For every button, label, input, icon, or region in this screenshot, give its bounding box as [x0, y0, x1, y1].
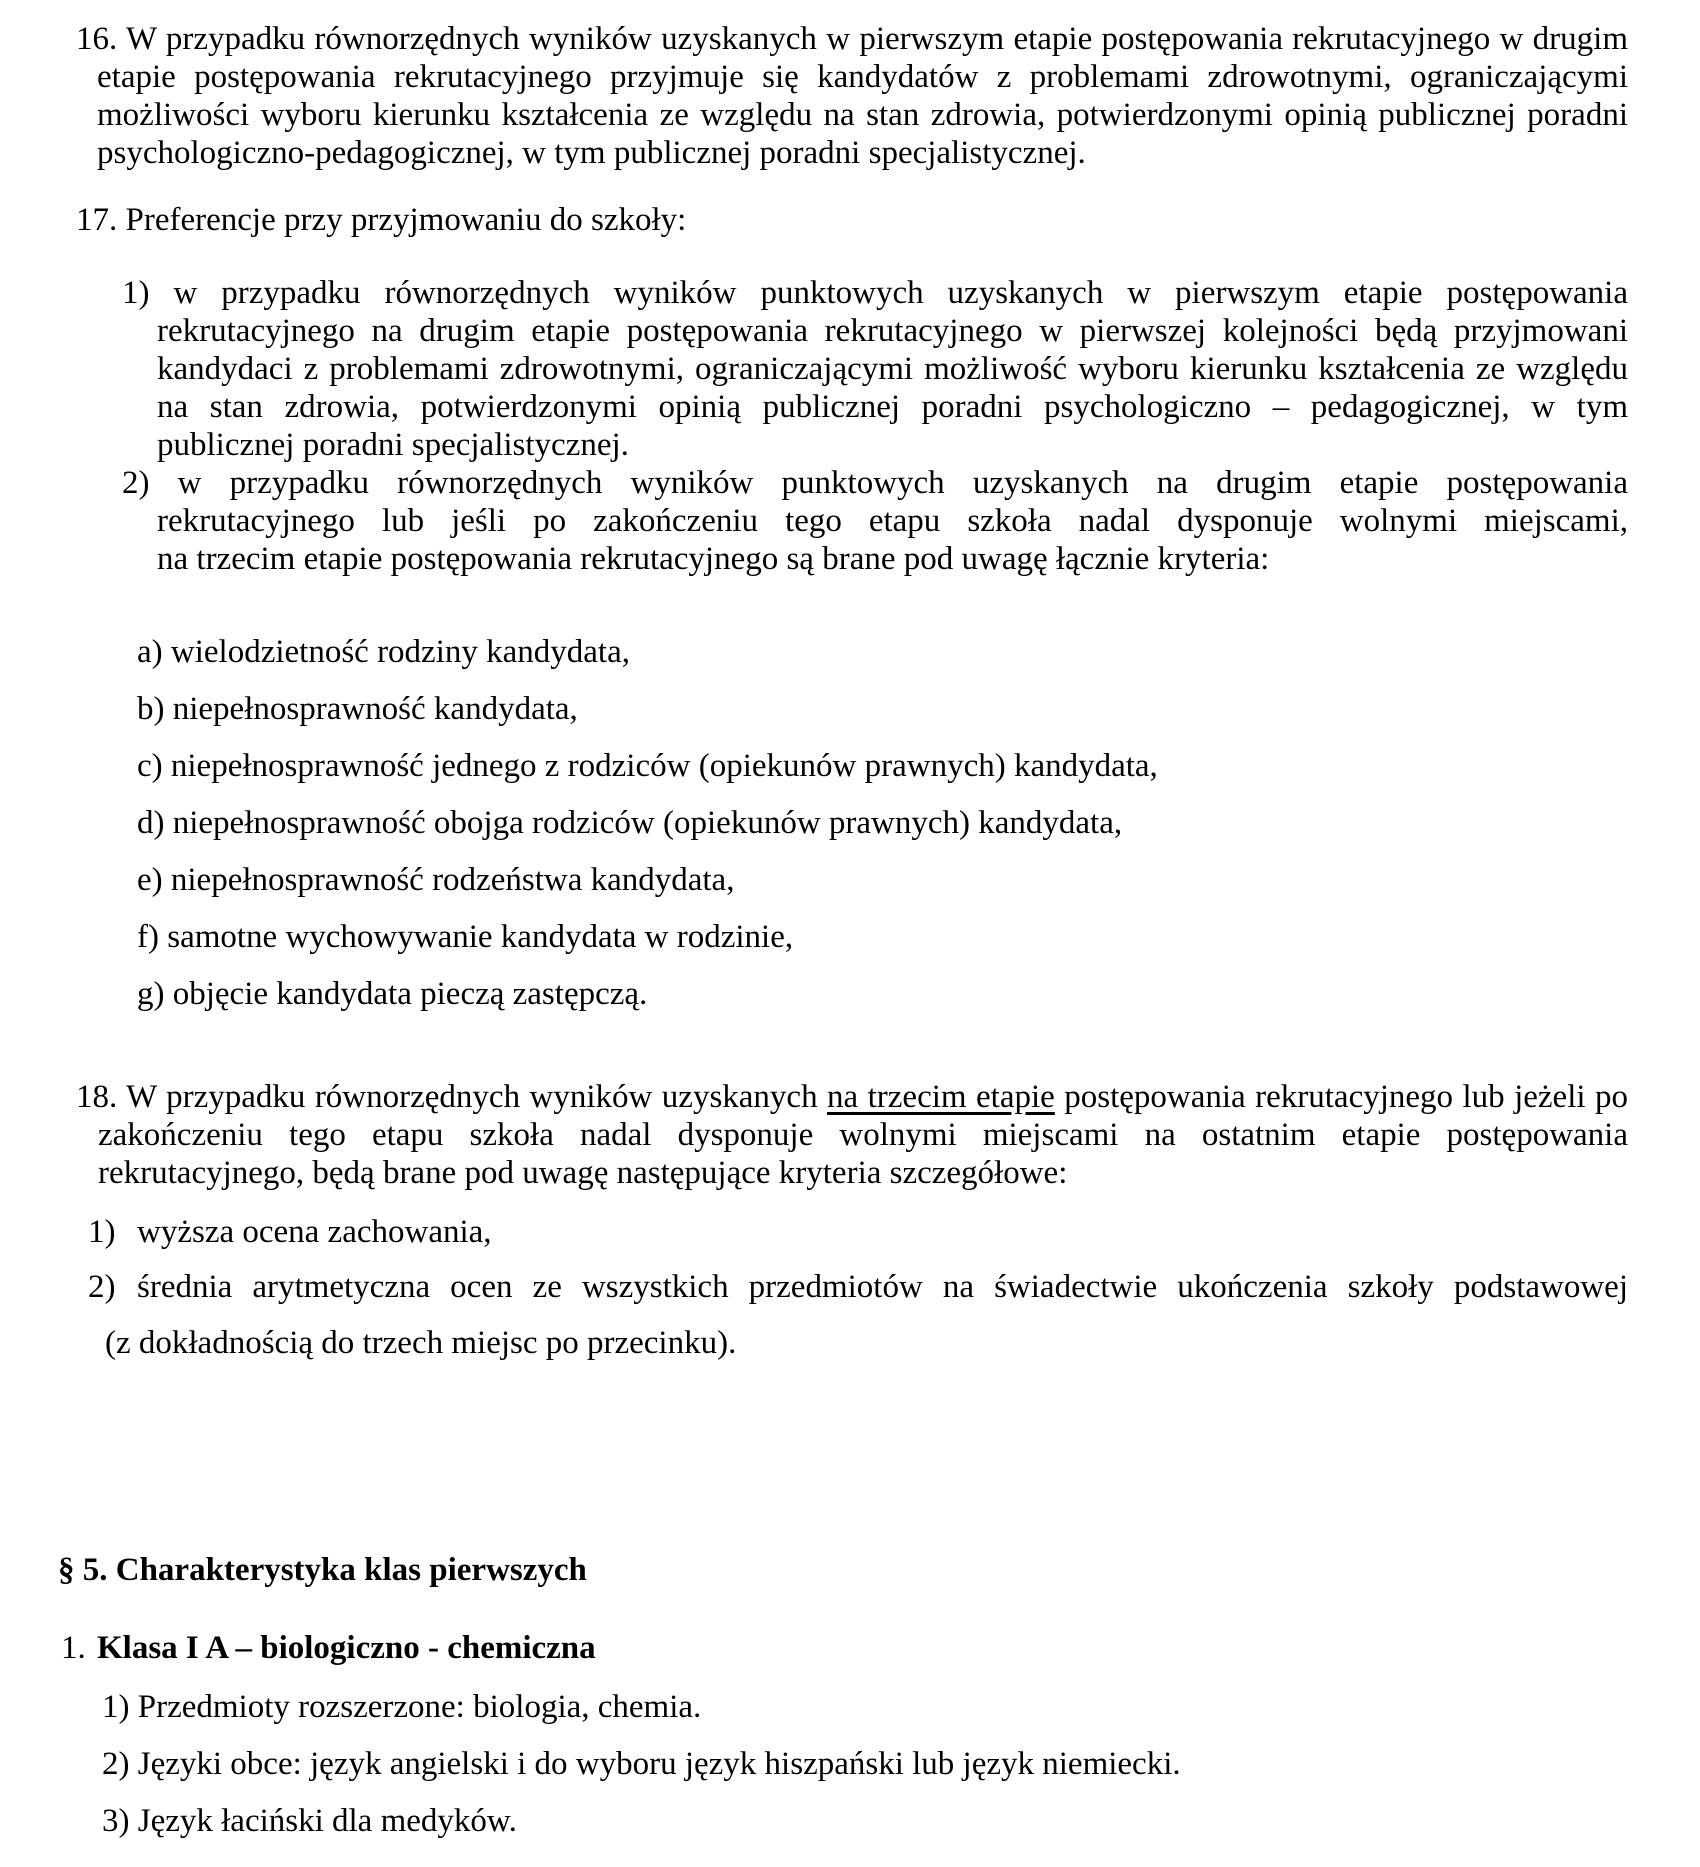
criterion-f: f) samotne wychowywanie kandydata w rodzinie, — [137, 919, 794, 955]
item-18-line-1-post: postępowania rekrutacyjnego lub jeżeli po — [1064, 1079, 1628, 1115]
item-17-sub-1-line-3: kandydaci z problemami zdrowotnymi, ograniczającymi możliwość wyboru kierunku kształcenia ze względu — [157, 351, 1628, 387]
item-18-sub-1 — [88, 1213, 1628, 1251]
item-18-line-1-pre: 18. W przypadku równorzędnych wyników uzyskanych — [76, 1079, 818, 1115]
item-17-sub-2-line-3: na trzecim etapie postępowania rekrutacyjnego są brane pod uwagę łącznie kryteria: — [157, 541, 1270, 577]
class-1a-point-3: 3) Język łaciński dla medyków. — [102, 1803, 517, 1839]
item-16-line-1: 16. W przypadku równorzędnych wyników uzyskanych w pierwszym etapie postępowania rekrutacyjnego w drugim — [76, 21, 1628, 57]
item-17-heading: 17. Preferencje przy przyjmowaniu do szkoły: — [76, 202, 687, 238]
class-1a-heading — [61, 1629, 1628, 1667]
item-17-sub-2-line-1: 2) w przypadku równorzędnych wyników punktowych uzyskanych na drugim etapie postępowania — [122, 465, 1628, 501]
item-17-sub-1-line-5: publicznej poradni specjalistycznej. — [157, 427, 629, 463]
item-17-sub-1-line-1: 1) w przypadku równorzędnych wyników punktowych uzyskanych w pierwszym etapie postępowania — [122, 275, 1628, 311]
underlined-phrase: na trzecim etapie — [827, 1079, 1055, 1115]
item-16-line-2: etapie postępowania rekrutacyjnego przyjmuje się kandydatów z problemami zdrowotnymi, ograniczającymi — [97, 59, 1628, 95]
item-16-line-3: możliwości wyboru kierunku kształcenia ze względu na stan zdrowia, potwierdzonymi opinią publicznej poradni — [97, 97, 1628, 133]
criterion-b: b) niepełnosprawność kandydata, — [137, 691, 578, 727]
section-5-heading: § 5. Charakterystyka klas pierwszych — [58, 1552, 587, 1588]
class-1a-number: 1. — [61, 1630, 86, 1666]
criterion-a: a) wielodzietność rodziny kandydata, — [137, 634, 630, 670]
item-16-line-4: psychologiczno-pedagogicznej, w tym publicznej poradni specjalistycznej. — [97, 135, 1086, 171]
item-18-sub-2-marker: 2) — [88, 1269, 116, 1305]
item-17-sub-2-line-2: rekrutacyjnego lub jeśli po zakończeniu tego etapu szkoła nadal dysponuje wolnymi miejscami, — [157, 503, 1628, 539]
item-17-sub-1-paragraph — [76, 274, 1628, 464]
item-17-sub-2-paragraph — [76, 464, 1628, 578]
item-18-sub-1-text: wyższa ocena zachowania, — [137, 1214, 492, 1250]
item-18-line-3: rekrutacyjnego, będą brane pod uwagę następujące kryteria szczegółowe: — [98, 1155, 1068, 1191]
item-16-paragraph — [76, 20, 1628, 172]
criterion-d: d) niepełnosprawność obojga rodziców (opiekunów prawnych) kandydata, — [137, 805, 1123, 841]
item-18-sub-2-text: średnia arytmetyczna ocen ze wszystkich przedmiotów na świadectwie ukończenia szkoły podstawowej — [137, 1269, 1628, 1305]
item-17-sub-1-line-2: rekrutacyjnego na drugim etapie postępowania rekrutacyjnego w pierwszej kolejności będą przyjmowani — [157, 313, 1628, 349]
class-1a-point-1: 1) Przedmioty rozszerzone: biologia, chemia. — [102, 1689, 702, 1725]
class-1a-points — [102, 1688, 1628, 1840]
criterion-g: g) objęcie kandydata pieczą zastępczą. — [137, 976, 648, 1012]
criterion-e: e) niepełnosprawność rodzeństwa kandydata, — [137, 862, 735, 898]
item-18-line-1 — [76, 1078, 1628, 1116]
class-1a-point-2: 2) Języki obce: język angielski i do wyboru język hiszpański lub język niemiecki. — [102, 1746, 1181, 1782]
class-1a-title: Klasa I A – biologiczno - chemiczna — [97, 1630, 596, 1666]
item-18-sub-2-continuation: (z dokładnością do trzech miejsc po przecinku). — [105, 1325, 737, 1361]
criterion-c: c) niepełnosprawność jednego z rodziców (opiekunów prawnych) kandydata, — [137, 748, 1158, 784]
criteria-list — [76, 633, 1628, 1013]
item-18-paragraph — [76, 1078, 1628, 1192]
item-18-sub-1-marker: 1) — [88, 1214, 116, 1250]
item-18-line-2: zakończeniu tego etapu szkoła nadal dysponuje wolnymi miejscami na ostatnim etapie postępowania — [98, 1117, 1628, 1153]
item-17-sub-1-line-4: na stan zdrowia, potwierdzonymi opinią publicznej poradni psychologiczno – pedagogicznej, w tym — [157, 389, 1628, 425]
item-18-sub-2 — [88, 1268, 1628, 1306]
